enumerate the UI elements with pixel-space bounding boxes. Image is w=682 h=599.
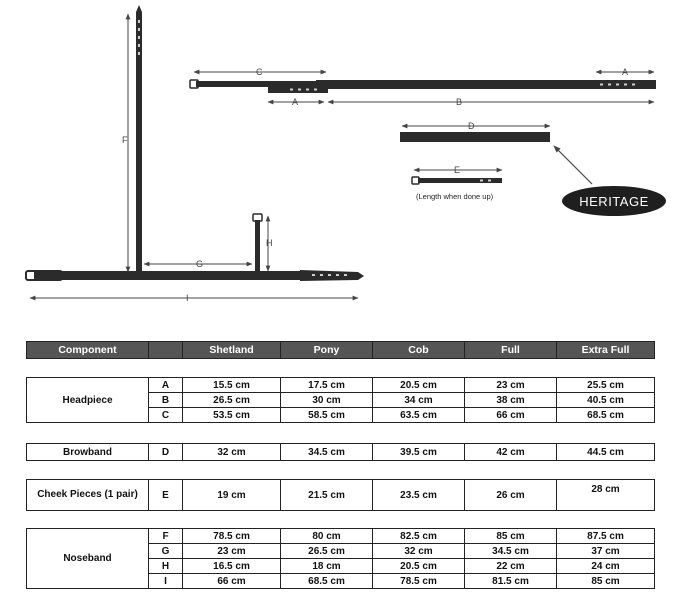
component-noseband: Noseband (27, 529, 149, 589)
code-cell: A (149, 378, 183, 393)
value-cell: 16.5 cm (183, 559, 281, 574)
header-extra-full: Extra Full (557, 342, 655, 359)
header-cob: Cob (373, 342, 465, 359)
value-cell: 66 cm (465, 408, 557, 423)
size-table-header (26, 341, 655, 359)
cheek-piece-strap (412, 177, 502, 184)
table-row (27, 480, 655, 511)
value-cell: 26.5 cm (183, 393, 281, 408)
value-cell: 21.5 cm (281, 480, 373, 511)
code-cell: C (149, 408, 183, 423)
value-cell: 40.5 cm (557, 393, 655, 408)
value-cell: 85 cm (465, 529, 557, 544)
headpiece-strap (190, 80, 656, 93)
dimension-g-label: G (196, 259, 204, 269)
value-cell: 18 cm (281, 559, 373, 574)
dimension-f-label: F (122, 135, 128, 145)
noseband-strap-h (253, 214, 262, 272)
browband-table (26, 443, 655, 461)
value-cell: 39.5 cm (373, 444, 465, 461)
cheek-pieces-table (26, 479, 655, 511)
heritage-logo (562, 186, 666, 216)
dimension-a-top-label: A (622, 67, 629, 77)
value-cell: 66 cm (183, 574, 281, 589)
code-cell: B (149, 393, 183, 408)
length-note: (Length when done up) (416, 192, 494, 201)
heritage-logo-text: HERITAGE (579, 194, 649, 209)
headpiece-table (26, 377, 655, 423)
value-cell: 38 cm (465, 393, 557, 408)
code-cell: I (149, 574, 183, 589)
value-cell: 25.5 cm (557, 378, 655, 393)
value-cell: 80 cm (281, 529, 373, 544)
value-cell: 23 cm (183, 544, 281, 559)
noseband-strap (26, 270, 364, 281)
header-full: Full (465, 342, 557, 359)
dimension-e-label: E (454, 165, 461, 175)
dimension-d-label: D (468, 121, 475, 131)
header-component: Component (27, 342, 149, 359)
value-cell: 17.5 cm (281, 378, 373, 393)
value-cell: 32 cm (183, 444, 281, 461)
value-cell: 44.5 cm (557, 444, 655, 461)
value-cell: 34 cm (373, 393, 465, 408)
dimension-b-label: B (456, 97, 463, 107)
value-cell: 68.5 cm (557, 408, 655, 423)
value-cell: 32 cm (373, 544, 465, 559)
code-cell: F (149, 529, 183, 544)
value-cell: 23.5 cm (373, 480, 465, 511)
component-headpiece: Headpiece (27, 378, 149, 423)
value-cell: 34.5 cm (281, 444, 373, 461)
value-cell: 20.5 cm (373, 559, 465, 574)
value-cell: 15.5 cm (183, 378, 281, 393)
value-cell: 68.5 cm (281, 574, 373, 589)
value-cell: 20.5 cm (373, 378, 465, 393)
code-cell: H (149, 559, 183, 574)
header-shetland: Shetland (183, 342, 281, 359)
value-cell: 26.5 cm (281, 544, 373, 559)
dimension-c-label: C (256, 67, 263, 77)
header-pony: Pony (281, 342, 373, 359)
header-code (149, 342, 183, 359)
value-cell: 87.5 cm (557, 529, 655, 544)
code-cell: E (149, 480, 183, 511)
noseband-strap-f (136, 5, 142, 274)
code-cell: G (149, 544, 183, 559)
value-cell: 78.5 cm (183, 529, 281, 544)
component-browband: Browband (27, 444, 149, 461)
value-cell: 82.5 cm (373, 529, 465, 544)
dimension-i-label: I (186, 293, 189, 303)
value-cell: 34.5 cm (465, 544, 557, 559)
dimension-h-label: H (266, 238, 273, 248)
header-row (27, 342, 655, 359)
table-row (27, 378, 655, 393)
dimension-a-bottom-label: A (292, 97, 299, 107)
value-cell: 85 cm (557, 574, 655, 589)
value-cell: 28 cm (557, 480, 655, 511)
value-cell: 63.5 cm (373, 408, 465, 423)
value-cell: 26 cm (465, 480, 557, 511)
component-cheek-pieces: Cheek Pieces (1 pair) (27, 480, 149, 511)
value-cell: 24 cm (557, 559, 655, 574)
code-cell: D (149, 444, 183, 461)
table-row (27, 444, 655, 461)
value-cell: 37 cm (557, 544, 655, 559)
noseband-table (26, 528, 655, 589)
value-cell: 23 cm (465, 378, 557, 393)
value-cell: 30 cm (281, 393, 373, 408)
value-cell: 81.5 cm (465, 574, 557, 589)
browband-strap (400, 132, 550, 142)
value-cell: 58.5 cm (281, 408, 373, 423)
value-cell: 53.5 cm (183, 408, 281, 423)
value-cell: 22 cm (465, 559, 557, 574)
value-cell: 19 cm (183, 480, 281, 511)
value-cell: 42 cm (465, 444, 557, 461)
table-row (27, 529, 655, 544)
value-cell: 78.5 cm (373, 574, 465, 589)
logo-pointer-arrow (554, 146, 592, 184)
